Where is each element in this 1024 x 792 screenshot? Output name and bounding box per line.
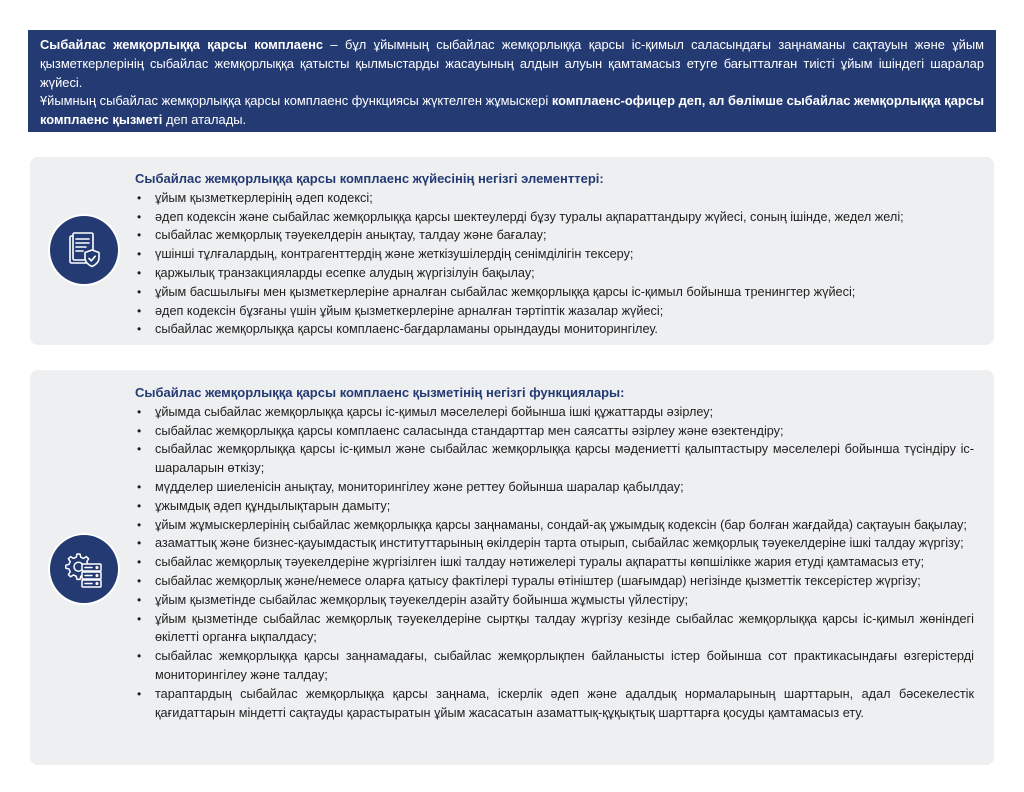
list-item: • ұйым қызметінде сыбайлас жемқорлық тәуекелдеріне сыртқы талдау жүргізу кезінде сыбайлас жемқорлыққа қарсы іс-қимыл жөніндегі өкілетті органға ықпалдасу; bbox=[135, 610, 974, 648]
system-elements-panel bbox=[30, 157, 994, 345]
list-item: • сыбайлас жемқорлыққа қарсы комплаенс-бағдарламаны орындауды мониторингілеу. bbox=[135, 320, 974, 339]
list-item: • сыбайлас жемқорлық тәуекелдерін анықтау, талдау және бағалау; bbox=[135, 226, 974, 245]
list-item: • сыбайлас жемқорлық тәуекелдеріне жүргізілген ішкі талдау нәтижелері туралы ақпаратты көпшілікке жария етуді қамтамасыз ету; bbox=[135, 553, 974, 572]
gear-server-badge bbox=[48, 533, 120, 605]
system-elements-content bbox=[135, 170, 974, 339]
list-item: • тараптардың сыбайлас жемқорлыққа қарсы заңнама, іскерлік әдеп және адалдық нормаларының шарттарын, адал бәсекелестік қағидаттарын міндетті сақтауды қарастыратын ұйым жасасатын азаматтық-құқықтық шарттарға қосуды қамтамасыз ету. bbox=[135, 685, 974, 723]
list-item: • сыбайлас жемқорлық және/немесе оларға қатысу фактілері туралы өтініштер (шағымдар) негізінде қызметтік тексерістер жүргізу; bbox=[135, 572, 974, 591]
intro-officer-text-a: Ұйымның сыбайлас жемқорлыққа қарсы комплаенс функциясы жүктелген жұмыскері bbox=[40, 93, 552, 109]
list-item: • ұйым қызметкерлерінің әдеп кодексі; bbox=[135, 189, 974, 208]
intro-officer-term: комплаенс-офицер деп, ал бөлімше сыбайлас жемқорлыққа қарсы комплаенс қызметі bbox=[40, 93, 984, 128]
system-elements-heading: Сыбайлас жемқорлыққа қарсы комплаенс жүйесінің негізгі элементтері: bbox=[135, 171, 604, 186]
service-functions-content bbox=[135, 384, 974, 722]
list-item: • мүдделер шиеленісін анықтау, мониторингілеу және реттеу бойынша шаралар қабылдау; bbox=[135, 478, 974, 497]
service-functions-panel bbox=[30, 370, 994, 765]
system-elements-list bbox=[135, 189, 974, 339]
intro-paragraph-1 bbox=[40, 36, 984, 92]
list-item: • ұйымда сыбайлас жемқорлыққа қарсы іс-қимыл мәселелері бойынша ішкі құжаттарды әзірлеу; bbox=[135, 403, 974, 422]
list-item: • үшінші тұлғалардың, контрагенттердің және жеткізушілердің сенімділігін тексеру; bbox=[135, 245, 974, 264]
list-item: • сыбайлас жемқорлыққа қарсы заңнамадағы, сыбайлас жемқорлықпен байланысты істер бойынша сот практикасындағы өзгерістерді мониторингілеу және талдау; bbox=[135, 647, 974, 685]
list-item: • қаржылық транзакцияларды есепке алудың жүргізілуін бақылау; bbox=[135, 264, 974, 283]
list-item: • ұйым жұмыскерлерінің сыбайлас жемқорлыққа қарсы заңнаманы, сондай-ақ ұжымдық кодексін (бар болған жағдайда) сақтауын бақылау; bbox=[135, 516, 974, 535]
list-item: • әдеп кодексін бұзғаны үшін ұйым қызметкерлеріне арналған тәртіптік жазалар жүйесі; bbox=[135, 302, 974, 321]
intro-paragraph-2 bbox=[40, 92, 984, 130]
document-shield-icon bbox=[64, 230, 104, 270]
list-item: • ұйым қызметінде сыбайлас жемқорлық тәуекелдерін азайту бойынша жұмысты үйлестіру; bbox=[135, 591, 974, 610]
intro-officer-text-b: деп аталады. bbox=[162, 112, 247, 128]
service-functions-list bbox=[135, 403, 974, 723]
gear-server-icon bbox=[63, 548, 105, 590]
list-item: • сыбайлас жемқорлыққа қарсы комплаенс саласында стандарттар мен саясатты әзірлеу және өзектендіру; bbox=[135, 422, 974, 441]
document-shield-badge bbox=[48, 214, 120, 286]
intro-term: Сыбайлас жемқорлыққа қарсы комплаенс bbox=[40, 37, 324, 52]
service-functions-heading: Сыбайлас жемқорлыққа қарсы комплаенс қызметінің негізгі функциялары: bbox=[135, 385, 625, 400]
intro-banner bbox=[28, 30, 996, 132]
list-item: • әдеп кодексін және сыбайлас жемқорлыққа қарсы шектеулерді бұзу туралы ақпараттандыру жүйесі, соның ішінде, жедел желі; bbox=[135, 208, 974, 227]
list-item: • ұжымдық әдеп құндылықтарын дамыту; bbox=[135, 497, 974, 516]
list-item: • азаматтық және бизнес-қауымдастық институттарының өкілдерін тарта отырып, сыбайлас жемқорлық тәуекелдеріне ішкі талдау жүргізу; bbox=[135, 534, 974, 553]
list-item: • сыбайлас жемқорлыққа қарсы іс-қимыл және сыбайлас жемқорлыққа қарсы мәдениетті қалыптастыру мәселелері бойынша түсіндіру іс-шараларын өткізу; bbox=[135, 440, 974, 478]
intro-definition: – бұл ұйымның сыбайлас жемқорлыққа қарсы іс-қимыл саласындағы заңнаманы сақтауын және ұйым қызметкерлерінің сыбайлас жемқорлыққа қатысты қылмыстарды жасауының алдын алуын қамтамасыз етуге бағытталған тиісті ұйым ішіндегі шаралар жүйесі. bbox=[40, 37, 985, 90]
list-item: • ұйым басшылығы мен қызметкерлеріне арналған сыбайлас жемқорлыққа қарсы іс-қимыл бойынша тренингтер жүйесі; bbox=[135, 283, 974, 302]
